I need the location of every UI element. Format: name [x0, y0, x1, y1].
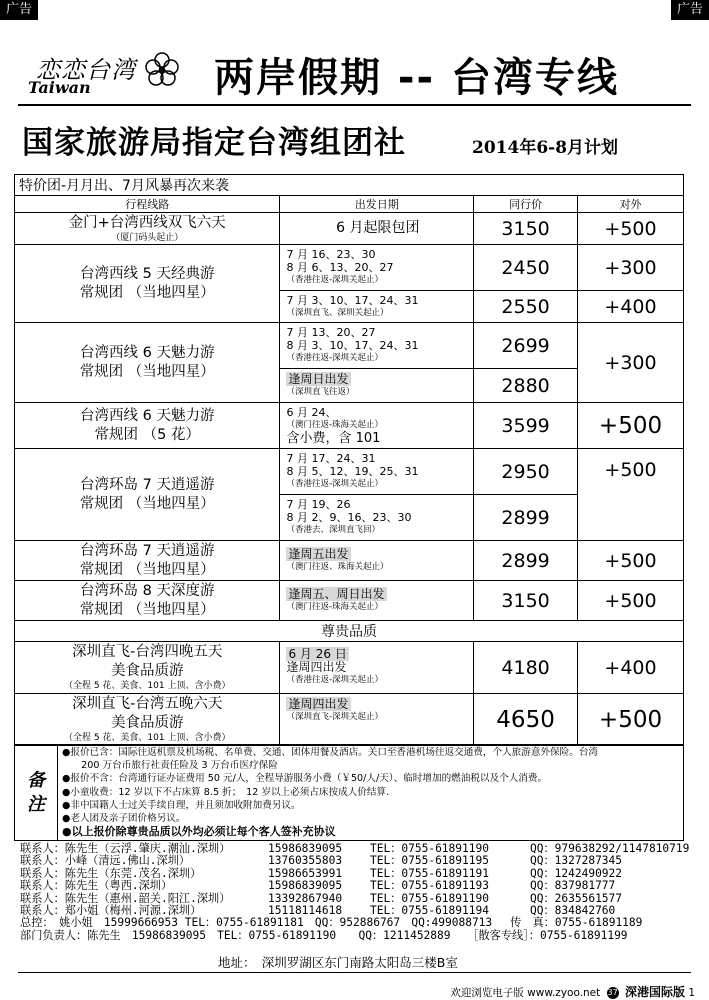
- table-row: [15, 694, 684, 746]
- weekly-departure: 逢周日出发: [288, 371, 349, 386]
- route-type: 常规团 （当地四星）: [79, 601, 215, 618]
- table-row: [15, 541, 684, 581]
- departure-dates: 6 月起限包团: [280, 213, 474, 245]
- notes-label: 备 注: [15, 745, 58, 841]
- date-line: 8 月 2、9、16、23、30: [286, 511, 412, 524]
- trade-price: 2880: [474, 369, 578, 403]
- trade-price: 4650: [474, 694, 578, 746]
- date-line: 8 月 5、12、19、25、31: [286, 465, 419, 478]
- route-type: 美食品质游: [110, 663, 184, 679]
- public-markup: +500: [578, 449, 684, 541]
- divider: [18, 104, 691, 106]
- date-note: （香港往返-深圳关起止）: [286, 479, 384, 489]
- note-line: 200 万台币旅行社责任险及 3 万台币医疗保险: [62, 760, 278, 772]
- date-line: 7 月 13、20、27: [286, 326, 376, 339]
- route-type: 常规团 （当地四星）: [79, 284, 215, 301]
- ad-tag-right: 广告: [671, 0, 709, 20]
- date-note: （澳门往返、珠海关起止）: [286, 561, 389, 572]
- public-markup: +500: [578, 403, 684, 449]
- date-note: （香港往返-深圳关起止）: [286, 675, 384, 685]
- footer-divider: [18, 972, 691, 973]
- trade-price: 2899: [474, 495, 578, 541]
- note-line: ●报价已含：国际往返机票及机场税、名单费、交通、团体用餐及酒店。关口至香港机场往返交通费，个人旅游意外保险。台湾: [62, 747, 599, 758]
- trade-price: 2699: [474, 323, 578, 369]
- public-markup: +500: [578, 581, 684, 621]
- date-note: （香港去、深圳直飞回）: [286, 525, 380, 535]
- date-line: 7 月 3、10、17、24、31: [286, 293, 419, 307]
- trade-price: 3150: [474, 581, 578, 621]
- contact-row: 联系人：陈先生（云浮.肇庆.潮汕.深圳） 15986839095 TEL：0755-61891190 QQ：979638292/1147810719: [20, 842, 690, 855]
- special-date: 6 月 26 日: [288, 647, 347, 661]
- note-line: ●老人团及亲子团价格另议。: [62, 813, 186, 825]
- public-markup: +400: [578, 291, 684, 323]
- col-header-public: 对外: [578, 196, 684, 213]
- tour-price-table: [14, 174, 684, 746]
- trade-price: 3150: [474, 213, 578, 245]
- route-name: 台湾环岛 7 天逍遥游: [80, 542, 215, 559]
- date-line: 8 月 3、10、17、24、31: [286, 339, 419, 352]
- col-header-route: 行程线路: [15, 196, 280, 213]
- contact-row: 联系人：陈先生（粤西.深圳） 15986839095 TEL：0755-61891193 QQ：837981777: [20, 879, 616, 893]
- note-line: ●小童收费：12 岁以下不占床算 8.5 折； 12 岁以上必须占床按成人价结算.: [62, 786, 390, 798]
- table-row: [15, 403, 684, 449]
- col-header-dates: 出发日期: [280, 196, 474, 213]
- date-note: （香港往返-深圳关起止）: [286, 275, 384, 285]
- subheading: 国家旅游局指定台湾组团社: [22, 125, 406, 161]
- public-markup: +300: [578, 245, 684, 291]
- page-number: 1: [688, 987, 695, 999]
- table-header-row: [15, 196, 684, 213]
- route-name: 深圳直飞-台湾五晚六天: [72, 696, 223, 712]
- logo-script: 恋恋台湾: [36, 56, 136, 84]
- date-line: 7 月 19、26: [286, 498, 351, 511]
- route-note: （全程 5 花、美食、101 上顶、含小费）: [63, 733, 231, 743]
- contact-row: 联系人：陈先生（东莞.茂名.深圳） 15986653991 TEL：0755-61891191 QQ：1242490922: [20, 866, 623, 880]
- section-premium: 尊贵品质: [15, 621, 684, 642]
- date-note: （香港往返-深圳关起止）: [286, 353, 384, 363]
- weekly-departure: 逢周五出发: [288, 546, 349, 561]
- route-name: 金门+台湾西线双飞六天: [68, 214, 226, 231]
- route-name: 台湾环岛 8 天深度游: [80, 582, 215, 599]
- date-note: （深圳直飞往返）: [286, 386, 355, 397]
- logo: [18, 46, 188, 102]
- route-name: 台湾西线 6 天魅力游: [80, 344, 215, 361]
- route-name: 台湾西线 5 天经典游: [80, 265, 215, 282]
- issue-badge: 37: [607, 988, 618, 997]
- table-row: [15, 323, 684, 369]
- flower-icon: [140, 48, 184, 92]
- ad-tag-left: 广告: [0, 0, 38, 20]
- weekly-departure: 逢周四出发: [288, 697, 349, 711]
- headline: 两岸假期 -- 台湾专线: [214, 55, 620, 101]
- public-markup: +400: [578, 642, 684, 694]
- trade-price: 3599: [474, 403, 578, 449]
- route-type: 常规团 （5 花）: [94, 426, 200, 443]
- trade-price: 4180: [474, 642, 578, 694]
- trade-price: 2899: [474, 541, 578, 581]
- date-line: 6 月 24、: [286, 406, 337, 419]
- weekly-departure: 逢周四出发: [286, 660, 347, 674]
- table-row: [15, 449, 684, 495]
- contact-row: 联系人：小峰（清远.佛山.深圳） 13760355803 TEL：0755-61891195 QQ：1327287345: [20, 854, 623, 868]
- table-banner: 特价团-月月出、7月风暴再次来袭: [15, 175, 684, 196]
- notes-box: [14, 744, 684, 841]
- table-row: [15, 213, 684, 245]
- route-type: 常规团 （当地四星）: [79, 561, 215, 578]
- footer-site: 欢迎浏览电子版 www.zyoo.net: [450, 987, 601, 999]
- public-markup: +500: [578, 213, 684, 245]
- trade-price: 2550: [474, 291, 578, 323]
- logo-english: Taiwan: [28, 78, 91, 97]
- plan-period: 2014年6-8月计划: [472, 138, 619, 158]
- date-line: 7 月 16、23、30: [286, 248, 376, 261]
- contact-list: [20, 843, 700, 942]
- col-header-trade-price: 同行价: [474, 196, 578, 213]
- note-line-emphasis: ●以上报价除尊贵品质以外均必须让每个客人签补充协议: [62, 825, 336, 839]
- date-note: （深圳直飞-深圳关起止）: [286, 712, 384, 722]
- date-line: 7 月 17、24、31: [286, 452, 376, 465]
- table-row: [15, 642, 684, 694]
- route-note: （全程 5 花、美食、101 上顶、含小费）: [63, 681, 231, 691]
- route-name: 深圳直飞-台湾四晚五天: [72, 644, 223, 660]
- footer: [450, 983, 695, 1000]
- trade-price: 2450: [474, 245, 578, 291]
- included-extras: 含小费，含 101: [286, 431, 381, 446]
- route-type: 常规团 （当地四星）: [79, 363, 215, 380]
- date-line: 8 月 6、13、20、27: [286, 261, 394, 274]
- trade-price: 2950: [474, 449, 578, 495]
- contact-row: 联系人：郑小姐（梅州.河源.深圳） 15118114618 TEL：0755-61891194 QQ：834842760: [20, 903, 616, 917]
- date-note: （澳门往返-珠海关起止）: [286, 601, 384, 612]
- date-note: （深圳直飞、深圳关起止）: [286, 307, 389, 318]
- route-name: 台湾环岛 7 天逍遥游: [80, 476, 215, 493]
- contact-row: 联系人：陈先生（惠州.韶关.阳江.深圳） 13392867940 TEL：0755-61891190 QQ：2635561577: [20, 891, 623, 905]
- route-type: 常规团 （当地四星）: [79, 495, 215, 512]
- date-note: （澳门往返-珠海关起止）: [286, 420, 384, 430]
- note-line: ●报价不含：台湾通行证办证费用 50 元/人，全程导游服务小费（￥50/人/天）、临时增加的燃油税以及个人消费。: [62, 773, 548, 785]
- table-row: [15, 245, 684, 291]
- public-markup: +500: [578, 694, 684, 746]
- footer-brand: 深港国际版: [624, 985, 685, 999]
- route-type: 美食品质游: [110, 715, 184, 731]
- public-markup: +300: [578, 323, 684, 403]
- address: 地址： 深圳罗湖区东门南路太阳岛三楼B室: [218, 955, 458, 970]
- note-line: ●非中国籍人士过关手续自理，并且须加收附加费另议。: [62, 799, 301, 811]
- public-markup: +500: [578, 541, 684, 581]
- table-row: [15, 581, 684, 621]
- route-note: （厦门码头起止）: [111, 232, 184, 243]
- control-contact: 总控： 姚小姐 15999666953 TEL：0755-61891181 QQ：952886767 QQ:499088713 传 真：0755-61891189: [20, 916, 643, 930]
- weekly-departure: 逢周五、周日出发: [288, 586, 385, 601]
- route-name: 台湾西线 6 天魅力游: [80, 407, 215, 424]
- manager-contact: 部门负责人：陈先生 15986839095 TEL：0755-61891190 QQ：1211452889 ［散客专线］：0755-61891199: [20, 928, 628, 942]
